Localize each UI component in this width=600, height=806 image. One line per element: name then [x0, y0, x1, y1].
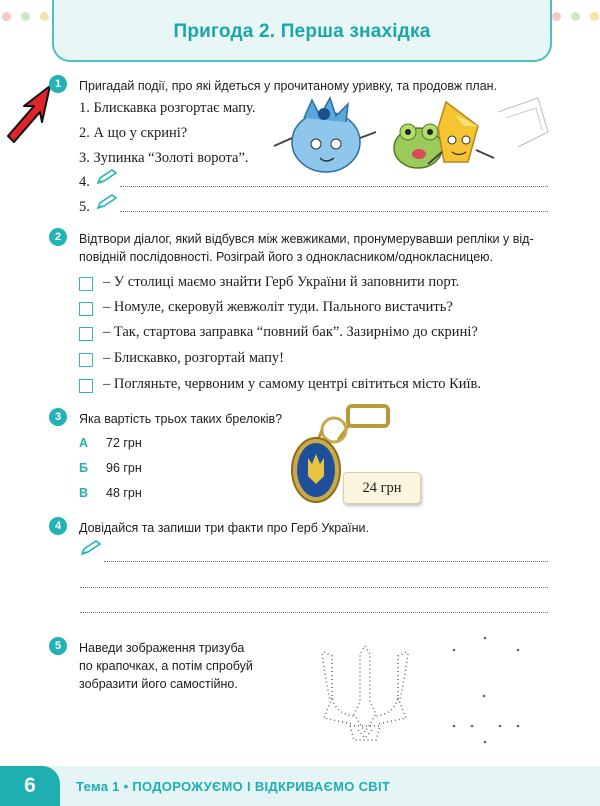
option-b-value[interactable]: 96 грн [106, 461, 142, 475]
task-4-instruction: Довідайся та запиши три факти про Герб України. [79, 521, 369, 535]
reply-order-box-4[interactable] [79, 353, 93, 367]
dialog-reply-3: – Так, стартова заправка “повний бак”. Зазирнімо до скрині? [103, 324, 478, 340]
plan-item-5-answer-line[interactable] [120, 211, 548, 212]
pencil-icon [96, 194, 118, 210]
task-1-number: 1 [49, 75, 67, 93]
plan-item-2: 2. А що у скрині? [79, 125, 188, 141]
dialog-reply-1: – У столиці маємо знайти Герб України й заповнити порт. [103, 274, 460, 290]
task-5-number: 5 [49, 637, 67, 655]
dialog-reply-5: – Погляньте, червоним у самому центрі світиться місто Київ. [103, 376, 482, 392]
task-2-number: 2 [49, 228, 67, 246]
plan-item-4-answer-line[interactable] [120, 186, 548, 187]
page-title: Пригода 2. Перша знахідка [173, 21, 431, 42]
pencil-icon [80, 540, 102, 556]
pencil-icon [96, 169, 118, 185]
fact-answer-line-3[interactable] [80, 612, 548, 613]
task-5-instruction-line-1: Наведи зображення тризуба [79, 641, 245, 655]
option-a-letter[interactable]: А [79, 436, 89, 450]
task-2-instruction-line-1: Відтвори діалог, який відбувся між жевжиками, пронумерувавши репліки у від- [79, 232, 534, 246]
decorative-dots-right [552, 12, 599, 24]
fact-answer-line-1[interactable] [104, 561, 548, 562]
option-b-letter[interactable]: Б [79, 461, 88, 475]
task-1-instruction: Пригадай події, про які йдеться у прочитаному уривку, та продовж план. [79, 79, 498, 93]
dotted-trident-image[interactable] [310, 640, 420, 748]
freehand-drawing-area[interactable] [440, 630, 540, 750]
task-2-instruction-line-2: повідній послідовності. Розіграй його з однокласником/однокласницею. [79, 250, 494, 264]
fact-answer-line-2[interactable] [80, 587, 548, 588]
task-5-instruction-line-3: зобразити його самостійно. [79, 677, 238, 691]
reply-order-box-3[interactable] [79, 327, 93, 341]
dialog-reply-4: – Блискавко, розгортай мапу! [103, 350, 284, 366]
reply-order-box-2[interactable] [79, 302, 93, 316]
option-c-letter[interactable]: В [79, 486, 89, 500]
task-5-instruction-line-2: по крапочках, а потім спробуй [79, 659, 253, 673]
characters-illustration [268, 92, 550, 178]
plan-item-5: 5. [79, 199, 90, 215]
red-arrow-icon [4, 84, 56, 146]
price-tag: 24 грн [343, 472, 421, 504]
page-number: 6 [0, 766, 60, 806]
header-banner [52, 0, 552, 62]
footer-topic: Тема 1 • ПОДОРОЖУЄМО І ВІДКРИВАЄМО СВІТ [76, 779, 391, 794]
plan-item-1: 1. Блискавка розгортає мапу. [79, 100, 256, 116]
reply-order-box-1[interactable] [79, 277, 93, 291]
task-4-number: 4 [49, 517, 67, 535]
option-a-value[interactable]: 72 грн [106, 436, 142, 450]
option-c-value[interactable]: 48 грн [106, 486, 142, 500]
dialog-reply-2: – Номуле, скеровуй жевжоліт туди. Пального вистачить? [103, 299, 453, 315]
plan-item-3: 3. Зупинка “Золоті ворота”. [79, 150, 249, 166]
task-3-number: 3 [49, 408, 67, 426]
plan-item-4: 4. [79, 174, 90, 190]
reply-order-box-5[interactable] [79, 379, 93, 393]
task-3-question: Яка вартість трьох таких брелоків? [79, 412, 283, 426]
